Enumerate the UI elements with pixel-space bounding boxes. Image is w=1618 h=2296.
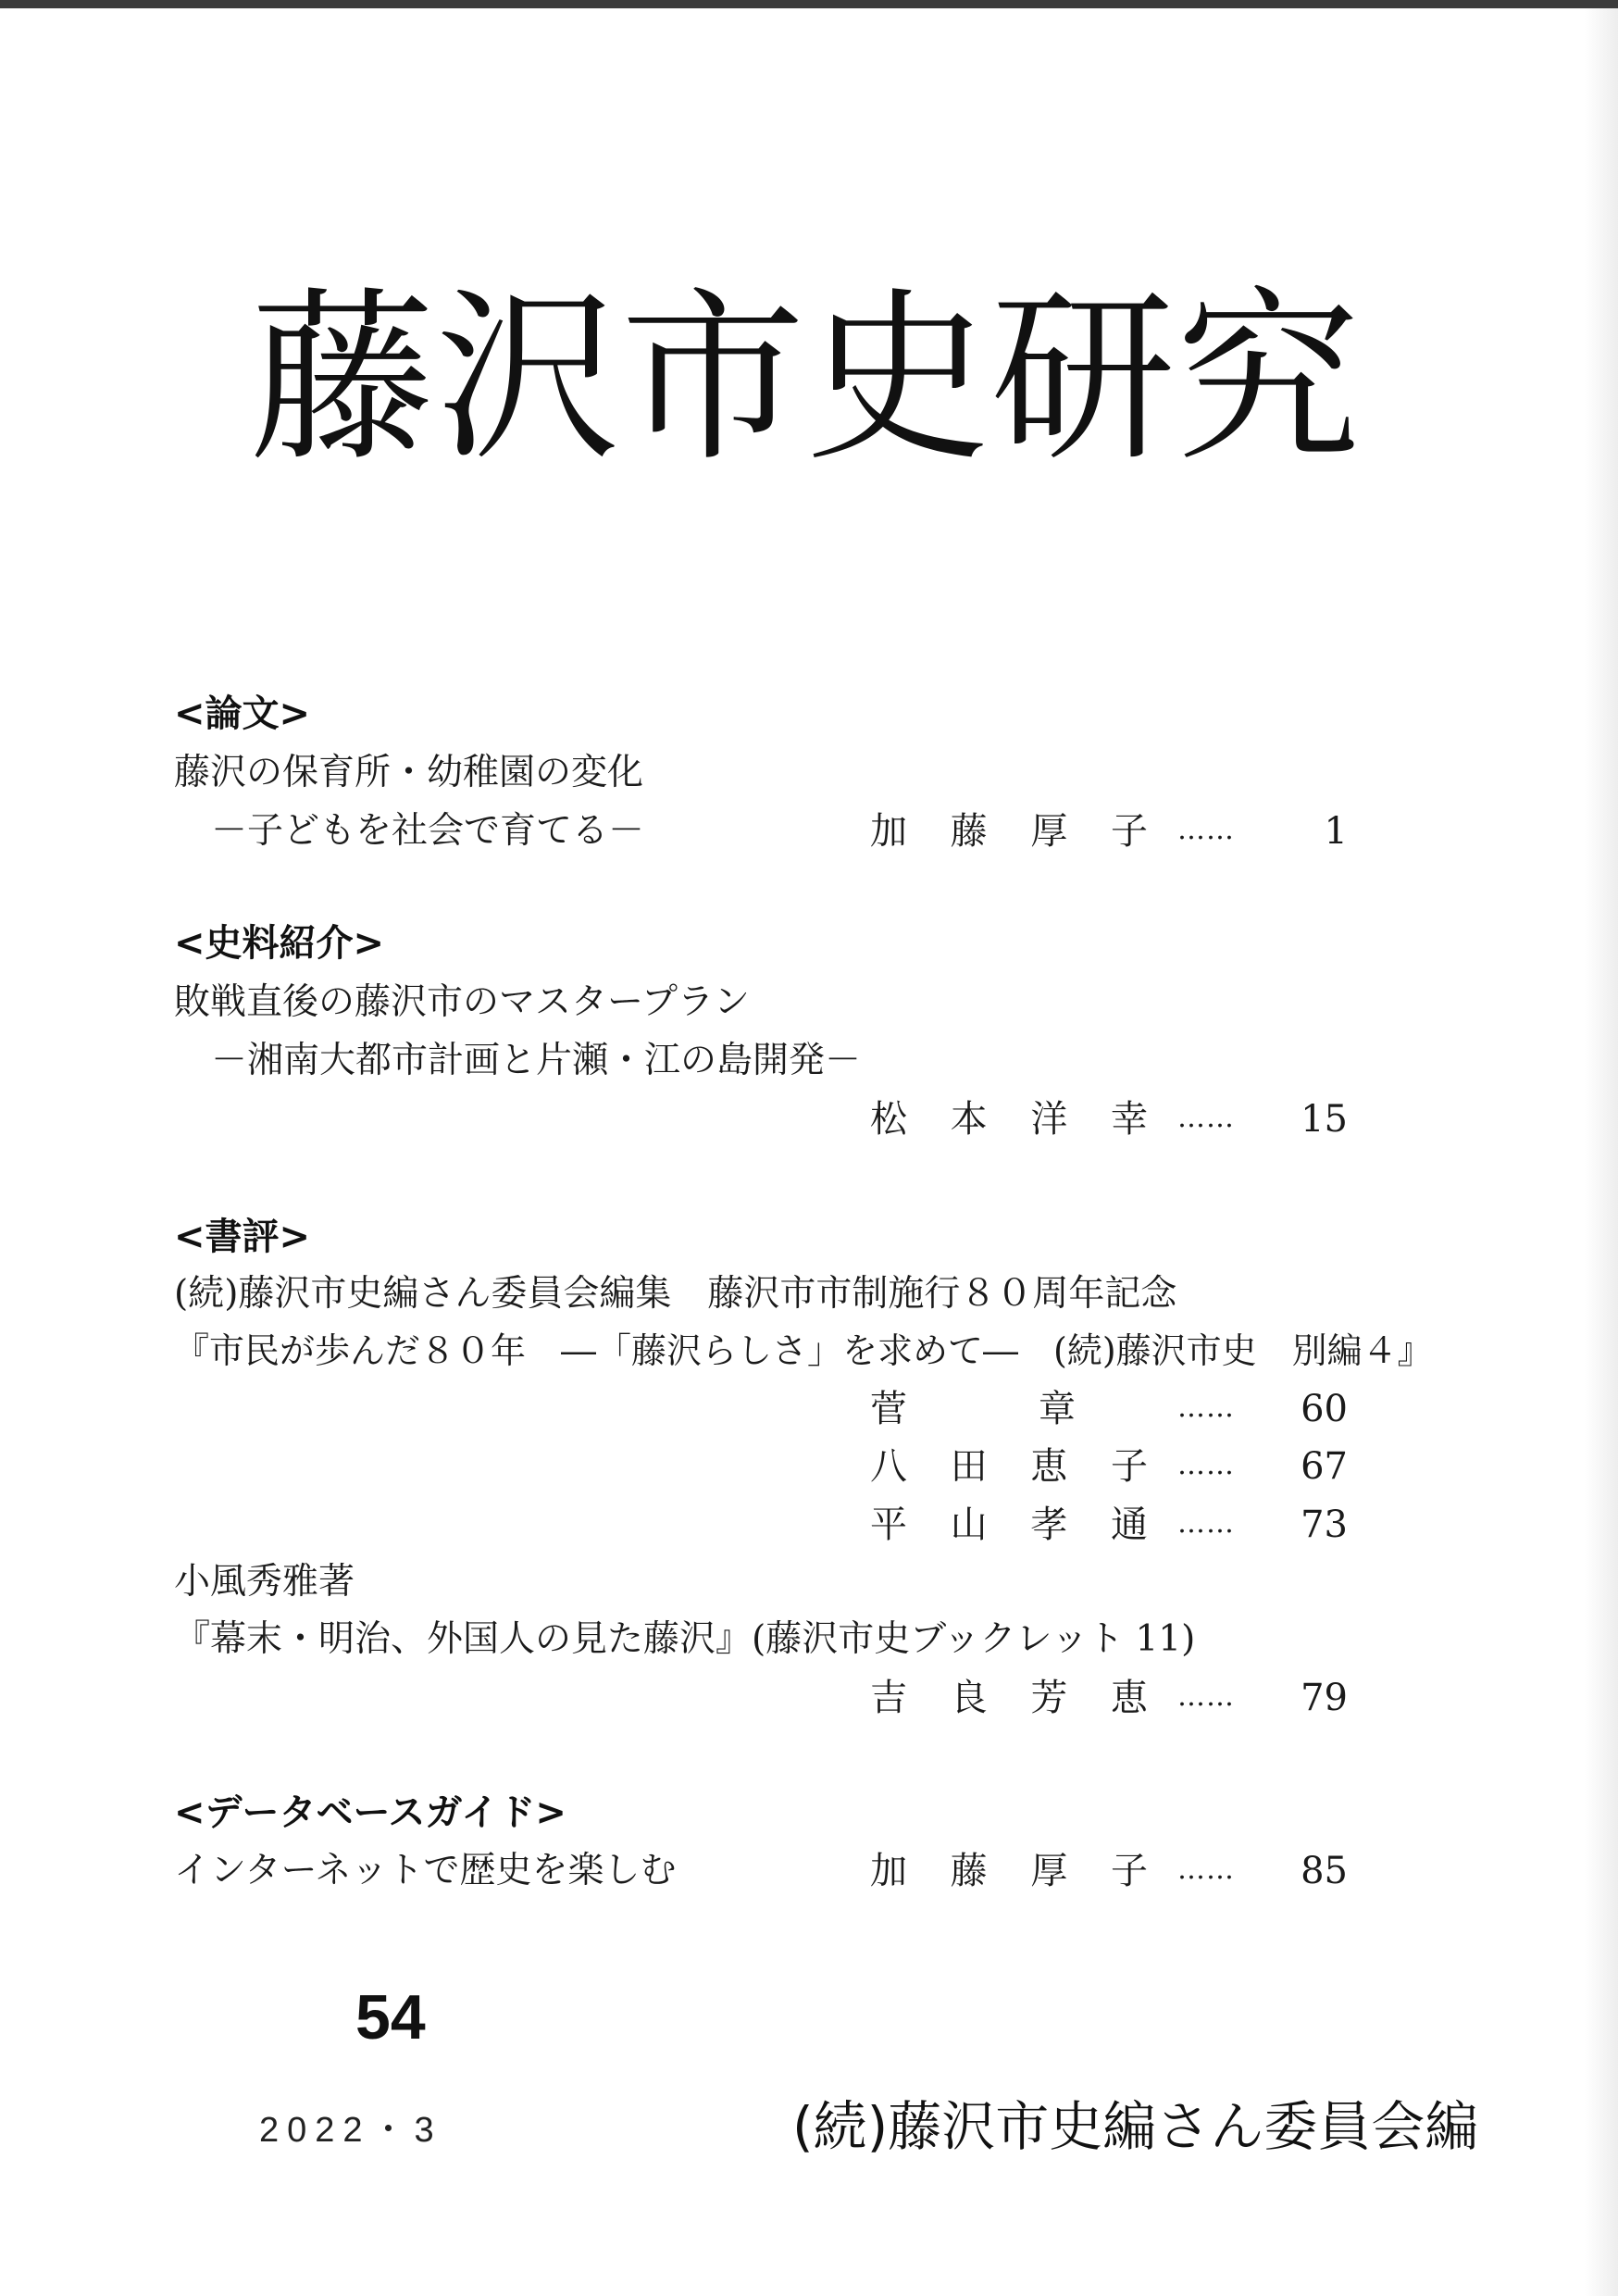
scan-edge-shadow — [1585, 8, 1618, 2296]
review-author-line: 小風秀雅著 — [174, 1561, 355, 1603]
title-char: 藤 — [250, 271, 436, 487]
leader-dots: …… — [1177, 814, 1235, 846]
reviewer-name: 平 山 孝 通 — [870, 1504, 1148, 1546]
leader-dots: …… — [1177, 1391, 1235, 1424]
review-book-title: 『市民が歩んだ８０年 ―「藤沢らしさ」を求めて― (続)藤沢市史 別編４』 — [174, 1330, 1433, 1371]
title-char: 研 — [990, 271, 1176, 487]
title-char: 市 — [620, 271, 806, 487]
page-number: 1 — [1324, 810, 1348, 853]
leader-dots: …… — [1177, 1853, 1235, 1886]
page-number: 67 — [1301, 1445, 1348, 1488]
article-subtitle: －湘南大都市計画と片瀬・江の島開発－ — [211, 1040, 862, 1081]
review-editor-line: (続)藤沢市史編さん委員会編集 藤沢市市制施行８０周年記念 — [174, 1273, 1177, 1315]
journal-title — [250, 259, 1361, 500]
leader-dots: …… — [1177, 1102, 1235, 1134]
page-number: 73 — [1301, 1504, 1348, 1546]
article-title: 敗戦直後の藤沢市のマスタープラン — [174, 981, 751, 1023]
section-heading-database: <データベースガイド> — [174, 1791, 566, 1834]
article-author: 加 藤 厚 子 — [870, 810, 1148, 853]
reviewer-name: 吉 良 芳 恵 — [870, 1677, 1148, 1719]
article-author: 松 本 洋 幸 — [870, 1098, 1148, 1141]
review-book-title: 『幕末・明治、外国人の見た藤沢』(藤沢市史ブックレット 11) — [174, 1618, 1196, 1660]
reviewer-name: 菅 章 — [870, 1388, 1076, 1430]
page-number: 60 — [1301, 1388, 1348, 1430]
publication-date: 2022・3 — [259, 2111, 442, 2150]
publisher: (続)藤沢市史編さん委員会編 — [792, 2095, 1479, 2158]
leader-dots: …… — [1177, 1507, 1235, 1540]
leader-dots: …… — [1177, 1449, 1235, 1481]
page-number: 85 — [1301, 1850, 1348, 1892]
leader-dots: …… — [1177, 1680, 1235, 1713]
volume-number: 54 — [355, 1982, 426, 2053]
title-char: 沢 — [435, 271, 621, 487]
page-number: 79 — [1301, 1677, 1348, 1719]
top-border — [0, 0, 1618, 8]
title-char: 究 — [1176, 271, 1362, 487]
reviewer-name: 八 田 恵 子 — [870, 1445, 1148, 1488]
title-char: 史 — [805, 271, 991, 487]
page-number: 15 — [1301, 1098, 1348, 1141]
section-heading-shohyo: <書評> — [174, 1216, 311, 1258]
article-author: 加 藤 厚 子 — [870, 1850, 1148, 1892]
article-title: 藤沢の保育所・幼稚園の変化 — [174, 752, 644, 793]
article-title: インターネットで歴史を楽しむ — [174, 1850, 677, 1891]
article-subtitle: －子どもを社会で育てる－ — [211, 810, 645, 852]
section-heading-ronbun: <論文> — [174, 693, 311, 735]
section-heading-shiryo: <史料紹介> — [174, 922, 385, 965]
